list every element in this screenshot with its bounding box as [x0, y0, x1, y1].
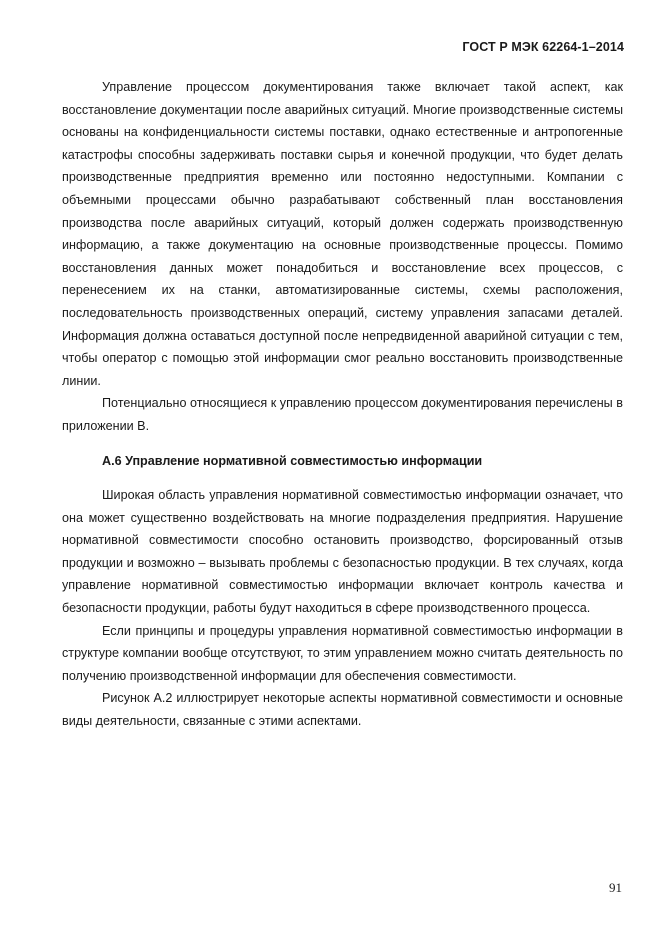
document-header-code: ГОСТ Р МЭК 62264-1–2014 [462, 40, 624, 54]
paragraph-compliance-scope: Широкая область управления нормативной совместимостью информации означает, что она может существенно воздействовать на многие подразделения предприятия. Нарушение нормативной совместимости способно остановить производство, форсированный отзыв продукции и возможно – вызывать проблемы с безопасностью продукции. В тех случаях, когда управление нормативной совместимостью информации включает контроль качества и безопасности продукции, работы будут находиться в сфере производственного процесса. [62, 488, 623, 616]
page-number: 91 [609, 880, 622, 895]
paragraph-figure-reference: Рисунок А.2 иллюстрирует некоторые аспекты нормативной совместимости и основные виды деятельности, связанные с этими аспектами. [62, 691, 623, 729]
paragraph-compliance-absence: Если принципы и процедуры управления нормативной совместимостью информации в структуре компании вообще отсутствуют, то этим управлением можно считать деятельность по получению производственной информации для обеспечения совместимости. [62, 623, 623, 683]
paragraph-appendix-reference: Потенциально относящиеся к управлению процессом документирования перечислены в приложении В. [62, 396, 623, 433]
paragraph-documentation-recovery: Управление процессом документирования также включает такой аспект, как восстановление документации после аварийных ситуаций. Многие производственные системы основаны на конфиденциальности системы поставки, однако естественные и антропогенные катастрофы способны задерживать поставки сырья и конечной продукции, что будет делать производственные предприятия временно или постоянно недоступными. Компании с объемными процессами обычно разрабатывают собственный план восстановления производства после аварийных ситуаций, который должен содержать производственную информацию, а также документацию на основные производственные процессы. Помимо восстановления данных может понадобиться и восстановление всех процессов, с перенесением их на станки, автоматизированные системы, схемы расположения, последовательность производственных операций, систему управления запасами деталей. Информация должна оставаться доступной после непредвиденной аварийной ситуации с тем, чтобы оператор с помощью этой информации смог реально восстановить производственные линии. [62, 80, 623, 388]
section-heading-a6: А.6 Управление нормативной совместимостью информации [102, 453, 483, 468]
document-body [62, 76, 623, 733]
